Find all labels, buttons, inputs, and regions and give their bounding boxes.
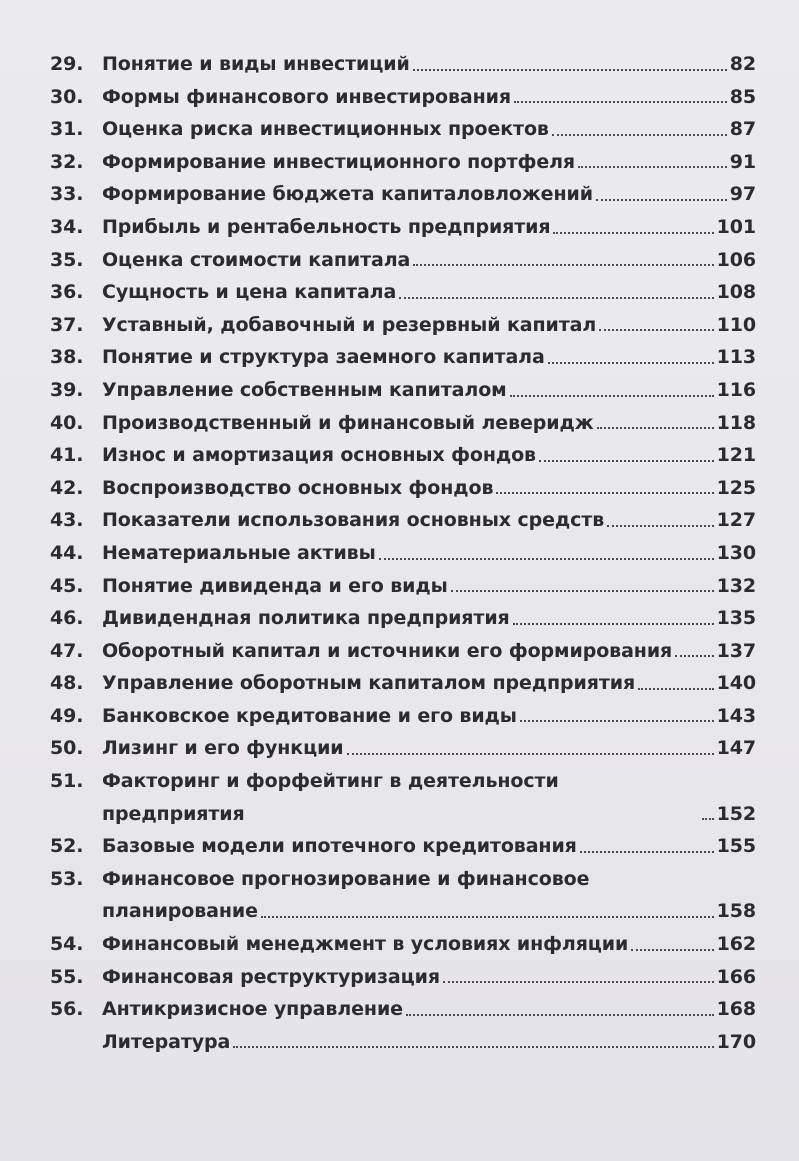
dot-leader xyxy=(552,134,727,136)
dot-leader xyxy=(510,395,714,397)
toc-entry-title: Финансовая реструктуризация xyxy=(102,965,440,988)
toc-entry xyxy=(50,732,756,765)
toc-entry-page: 91 xyxy=(729,150,756,173)
dot-leader xyxy=(553,232,713,234)
toc-entry-title: Понятие и виды инвестиций xyxy=(102,53,410,75)
toc-entry-title: Управление оборотным капиталом предприятия xyxy=(102,672,636,695)
toc-entry-title: Показатели использования основных средств xyxy=(102,509,605,532)
toc-entry-page: 147 xyxy=(716,737,756,760)
toc-entry-number: 55. xyxy=(50,965,84,988)
toc-entry xyxy=(50,830,756,863)
toc-entry-number: 32. xyxy=(50,150,84,173)
toc-entry xyxy=(50,504,756,537)
dot-leader xyxy=(413,264,713,266)
dot-leader xyxy=(399,297,713,299)
toc-entry-title: Оценка риска инвестиционных проектов xyxy=(102,118,549,141)
toc-entry xyxy=(50,341,756,374)
toc-entry-page: 85 xyxy=(729,85,756,108)
dot-leader xyxy=(347,753,714,755)
dot-leader xyxy=(631,949,713,951)
dot-leader xyxy=(496,492,713,494)
toc-entry-number: 43. xyxy=(50,509,84,532)
toc-entry xyxy=(50,667,756,700)
toc-entry-title: Уставный, добавочный и резервный капитал xyxy=(102,313,597,336)
toc-entry xyxy=(50,439,756,472)
toc-entry-references xyxy=(50,1026,756,1059)
toc-entry-page: 137 xyxy=(716,639,756,662)
toc-entry-title: Понятие и структура заемного капитала xyxy=(102,346,545,369)
toc-entry xyxy=(50,48,756,81)
toc-entry xyxy=(50,374,756,407)
toc-entry-page: 158 xyxy=(716,900,756,923)
toc-entry-title: Воспроизводство основных фондов xyxy=(102,476,494,499)
toc-entry xyxy=(50,178,756,211)
toc-entry xyxy=(50,765,756,830)
toc-entry-title: Понятие дивиденда и его виды xyxy=(102,574,448,597)
toc-entry-title: Банковское кредитование и его виды xyxy=(102,704,517,727)
toc-entry-title: Факторинг и форфейтинг в деятельности предприятия xyxy=(102,770,559,825)
toc-entry-page: 97 xyxy=(729,183,756,206)
toc-entry-number: 38. xyxy=(50,346,84,369)
toc-entry-number: 50. xyxy=(50,737,84,760)
toc-entry-number: 36. xyxy=(50,281,84,304)
toc-entry-number: 45. xyxy=(50,574,84,597)
toc-entry-number: 52. xyxy=(50,835,84,858)
dot-leader xyxy=(548,362,714,364)
toc-entry-number: 34. xyxy=(50,215,84,238)
toc-entry-number: 51. xyxy=(50,770,84,793)
dot-leader xyxy=(675,655,713,657)
toc-entry xyxy=(50,81,756,114)
toc-entry xyxy=(50,961,756,994)
toc-entry-page: 127 xyxy=(716,509,756,532)
toc-entry xyxy=(50,635,756,668)
toc-entry-title: Производственный и финансовый леверидж xyxy=(102,411,594,434)
toc-entry-page: 162 xyxy=(716,933,756,956)
toc-entry-number: 39. xyxy=(50,378,84,401)
toc-entry-title: Износ и амортизация основных фондов xyxy=(102,444,536,467)
dot-leader xyxy=(406,1014,714,1016)
dot-leader xyxy=(596,199,727,201)
toc-entry xyxy=(50,146,756,179)
dot-leader xyxy=(580,851,714,853)
toc-entry-page: 125 xyxy=(716,476,756,499)
toc-entry xyxy=(50,211,756,244)
dot-leader xyxy=(413,69,727,71)
dot-leader xyxy=(539,460,714,462)
toc-entry-number: 48. xyxy=(50,672,84,695)
toc-entry-title-continued: планирование xyxy=(102,900,258,923)
toc-entry-title: Нематериальные активы xyxy=(102,541,376,564)
toc-entry xyxy=(50,407,756,440)
toc-entry-title: Формирование бюджета капиталовложений xyxy=(102,183,593,206)
toc-entry-title: Антикризисное управление xyxy=(102,998,403,1021)
toc-entry-number: 30. xyxy=(50,85,84,108)
toc-entry-number: 44. xyxy=(50,541,84,564)
dot-leader xyxy=(638,688,714,690)
toc-entry xyxy=(50,537,756,570)
dot-leader xyxy=(513,623,714,625)
table-of-contents xyxy=(50,48,756,1058)
toc-entry-page: 108 xyxy=(716,281,756,304)
toc-entry xyxy=(50,602,756,635)
dot-leader xyxy=(597,427,714,429)
toc-entry-number: 33. xyxy=(50,183,84,206)
dot-leader xyxy=(520,720,714,722)
toc-entry-page: 82 xyxy=(729,53,756,75)
toc-entry xyxy=(50,244,756,277)
toc-entry-title: Сущность и цена капитала xyxy=(102,281,397,304)
toc-entry-title: Оценка стоимости капитала xyxy=(102,248,411,271)
toc-entry-number: 35. xyxy=(50,248,84,271)
toc-entry-number: 31. xyxy=(50,118,84,141)
toc-entry-page: 166 xyxy=(716,965,756,988)
toc-entry-number: 42. xyxy=(50,476,84,499)
toc-entry-number: 40. xyxy=(50,411,84,434)
toc-entry-page: 101 xyxy=(716,215,756,238)
toc-entry-title: Формирование инвестиционного портфеля xyxy=(102,150,576,173)
toc-entry xyxy=(50,113,756,146)
toc-entry-title: Литература xyxy=(102,1030,231,1053)
toc-entry-title: Оборотный капитал и источники его формирования xyxy=(102,639,673,662)
toc-entry-page: 143 xyxy=(716,704,756,727)
dot-leader xyxy=(599,329,713,331)
toc-entry-number: 54. xyxy=(50,933,84,956)
toc-entry-number: 47. xyxy=(50,639,84,662)
dot-leader xyxy=(261,916,714,918)
dot-leader xyxy=(451,590,714,592)
toc-entry-page: 113 xyxy=(716,346,756,369)
dot-leader xyxy=(514,101,727,103)
toc-entry-title: Финансовый менеджмент в условиях инфляции xyxy=(102,933,629,956)
toc-entry xyxy=(50,700,756,733)
toc-entry-page: 140 xyxy=(716,672,756,695)
toc-entry xyxy=(50,928,756,961)
toc-entry-page: 110 xyxy=(716,313,756,336)
toc-entry-page: 168 xyxy=(716,998,756,1021)
toc-entry-page: 118 xyxy=(716,411,756,434)
toc-entry-page: 155 xyxy=(716,835,756,858)
toc-entry-title: Формы финансового инвестирования xyxy=(102,85,511,108)
toc-entry-title: Управление собственным капиталом xyxy=(102,378,507,401)
toc-entry xyxy=(50,863,756,928)
toc-entry xyxy=(50,993,756,1026)
toc-entry-page: 121 xyxy=(716,444,756,467)
dot-leader xyxy=(379,558,714,560)
toc-entry-page: 130 xyxy=(716,541,756,564)
toc-entry xyxy=(50,472,756,505)
toc-entry-number: 56. xyxy=(50,998,84,1021)
toc-entry xyxy=(50,276,756,309)
dot-leader xyxy=(702,818,714,820)
toc-entry-title: Лизинг и его функции xyxy=(102,737,344,760)
toc-entry-number: 41. xyxy=(50,444,84,467)
toc-entry-number: 37. xyxy=(50,313,84,336)
dot-leader xyxy=(607,525,713,527)
dot-leader xyxy=(578,166,727,168)
toc-entry-page: 132 xyxy=(716,574,756,597)
toc-entry-number: 49. xyxy=(50,704,84,727)
toc-entry-page: 106 xyxy=(716,248,756,271)
toc-entry-page: 116 xyxy=(716,378,756,401)
toc-entry xyxy=(50,309,756,342)
toc-entry-page: 87 xyxy=(729,118,756,141)
toc-entry-page: 135 xyxy=(716,607,756,630)
toc-entry-page: 152 xyxy=(716,802,756,825)
dot-leader xyxy=(233,1046,713,1048)
toc-entry-title: Базовые модели ипотечного кредитования xyxy=(102,835,577,858)
toc-entry xyxy=(50,570,756,603)
toc-entry-page: 170 xyxy=(716,1030,756,1053)
toc-entry-number: 29. xyxy=(50,53,84,75)
toc-entry-title: Финансовое прогнозирование и финансовое xyxy=(102,867,590,890)
toc-entry-title: Прибыль и рентабельность предприятия xyxy=(102,215,551,238)
toc-entry-number: 46. xyxy=(50,607,84,630)
dot-leader xyxy=(443,981,714,983)
toc-entry-number: 53. xyxy=(50,867,84,890)
toc-entry-title: Дивидендная политика предприятия xyxy=(102,607,510,630)
